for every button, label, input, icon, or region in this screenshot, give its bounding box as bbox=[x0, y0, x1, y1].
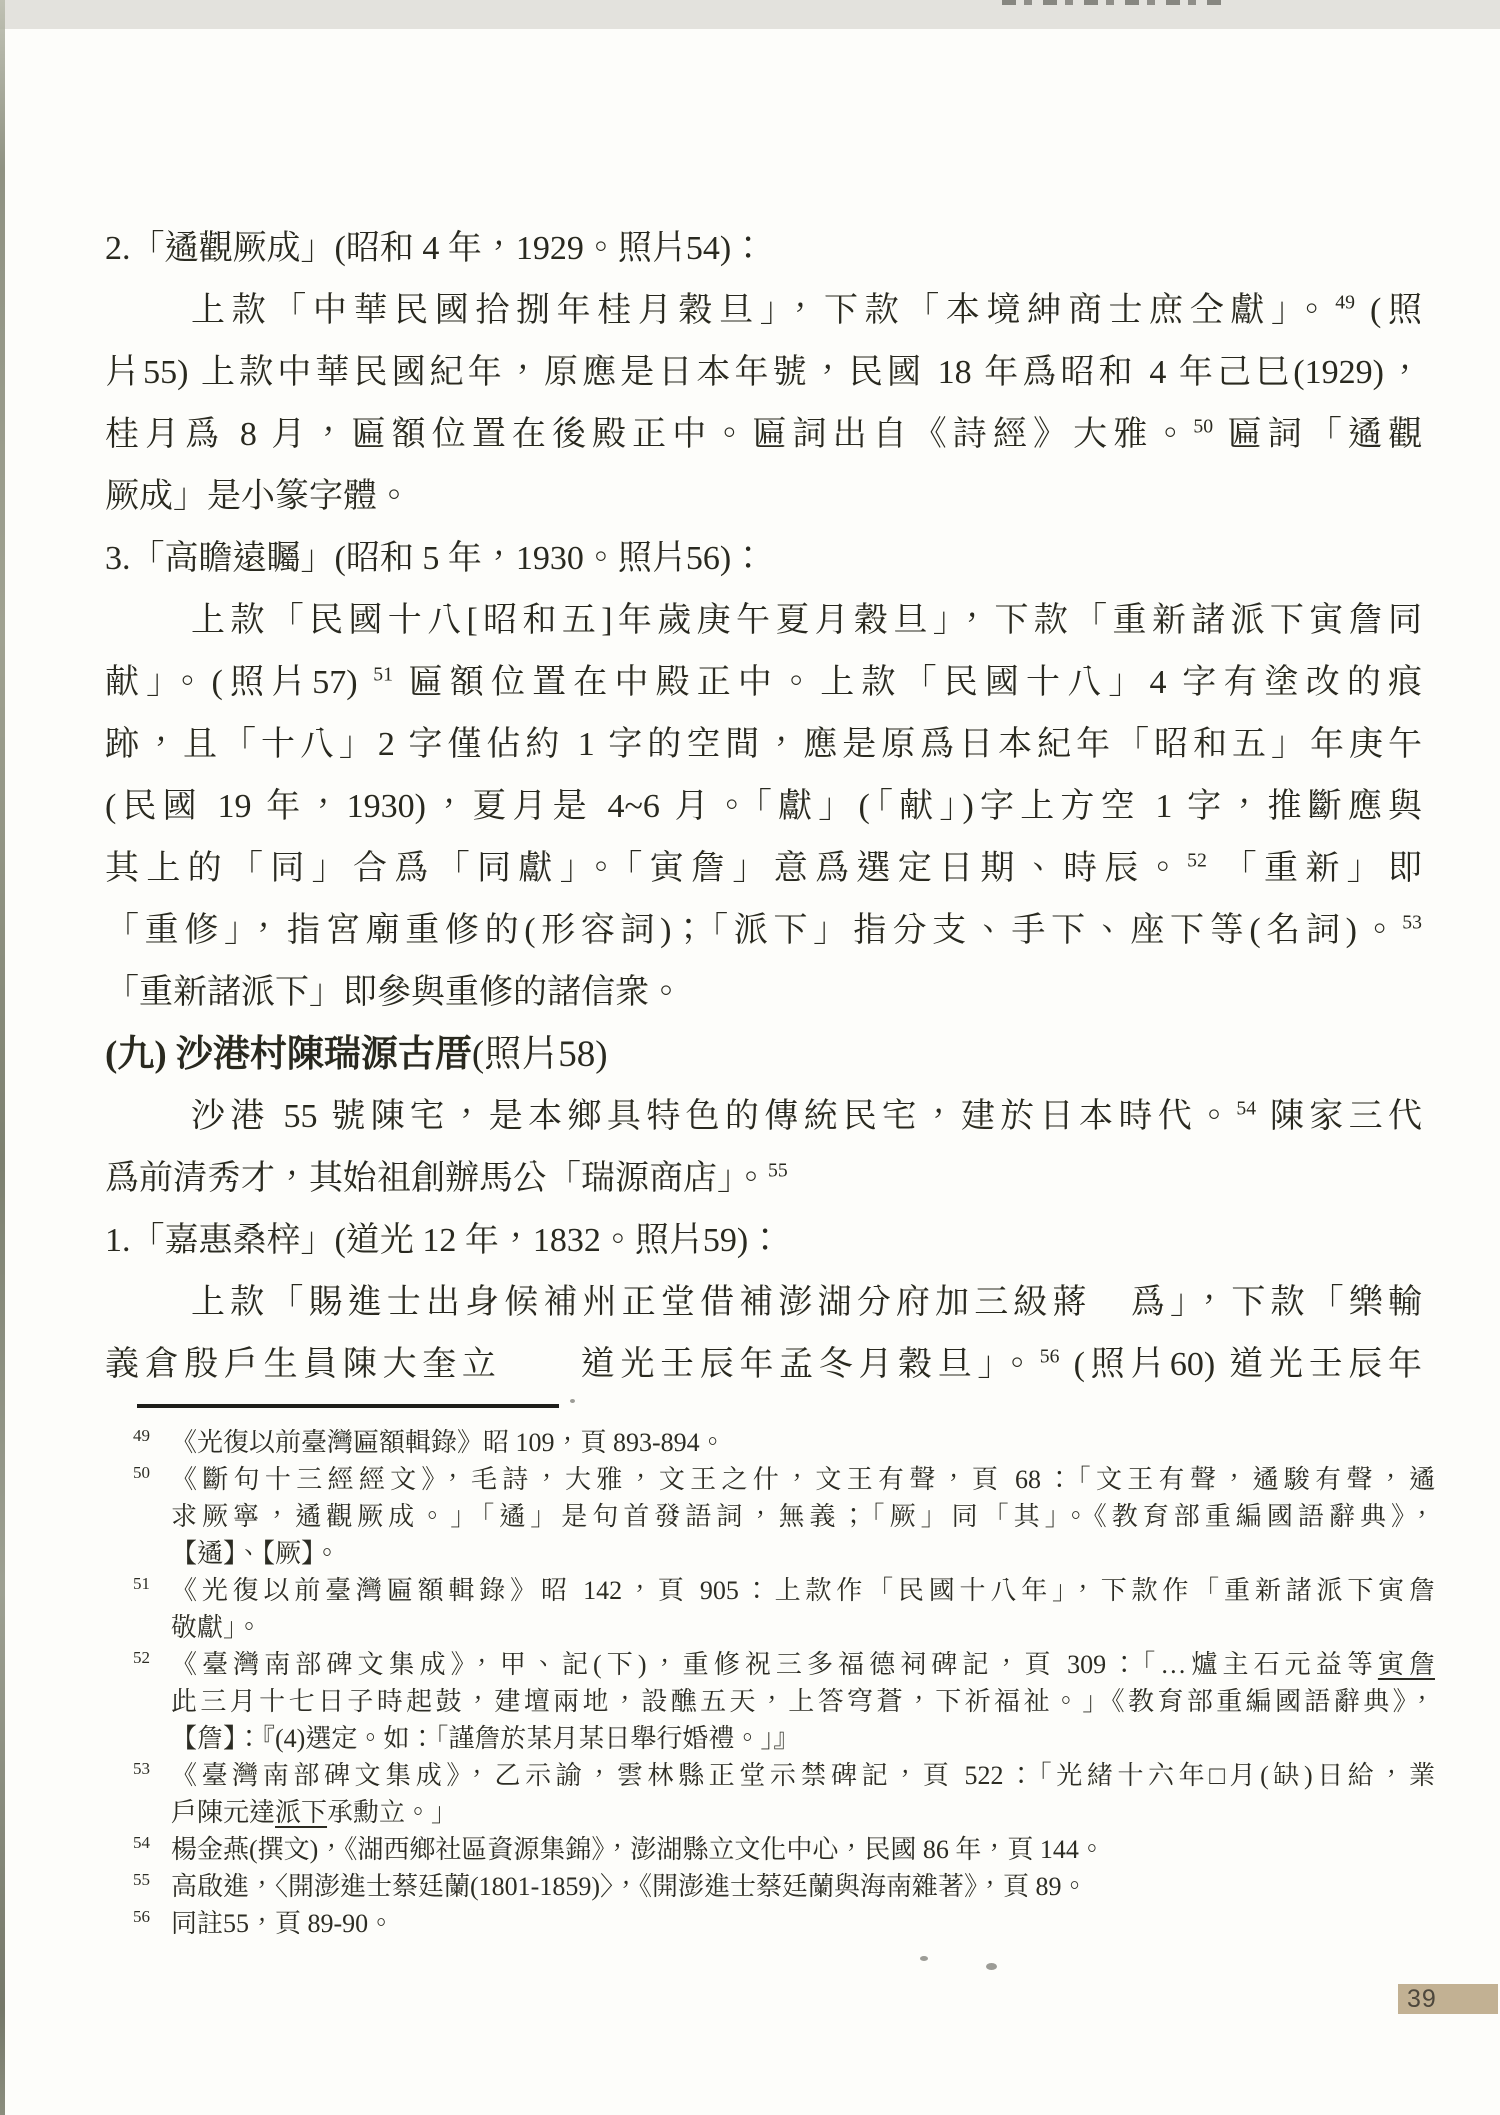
text-segment: 同註55，頁 89-90。 bbox=[171, 1909, 395, 1938]
footnote-line bbox=[171, 1757, 1435, 1794]
text-line bbox=[105, 714, 1422, 776]
footnote-ref: 53 bbox=[1402, 911, 1422, 934]
footnote-ref: 56 bbox=[1039, 1345, 1060, 1368]
text-segment: 《斷句十三經經文》，毛詩，大雅，文王之什，文王有聲，頁 68：「文王有聲，遹駿有聲，遹 bbox=[171, 1465, 1435, 1494]
scan-speck bbox=[570, 1399, 575, 1403]
footnote-line bbox=[171, 1535, 1435, 1572]
body-text bbox=[105, 218, 1422, 1396]
text-segment: 義倉殷戶生員陳大奎立 道光壬辰年孟冬月穀旦」。 bbox=[105, 1346, 1040, 1383]
scan-top-text-fragment bbox=[1002, 0, 1226, 5]
footnote-number: 54 bbox=[133, 1833, 150, 1852]
text-segment: 上款「中華民國拾捌年桂月穀旦」，下款「本境紳商士庶仝獻」。 bbox=[191, 292, 1336, 329]
scan-top-band bbox=[0, 0, 1500, 29]
footnote-line bbox=[171, 1868, 1435, 1905]
text-segment: 桂月爲 8 月，匾額位置在後殿正中。匾詞出自《詩經》大雅。 bbox=[105, 416, 1194, 453]
text-line bbox=[105, 1086, 1422, 1148]
footnote-ref: 54 bbox=[1236, 1097, 1257, 1120]
text-segment: 【詹】：『(4)選定。如：「謹詹於某月某日舉行婚禮。」』 bbox=[171, 1724, 800, 1753]
text-segment: 楊金燕(撰文)，《湖西鄉社區資源集錦》，澎湖縣立文化中心，民國 86 年，頁 144。 bbox=[171, 1835, 1105, 1864]
text-line bbox=[105, 1272, 1422, 1334]
footnote-number: 55 bbox=[133, 1870, 150, 1889]
footnotes bbox=[105, 1424, 1435, 1942]
footnote-number: 56 bbox=[133, 1907, 150, 1926]
footnote-line bbox=[171, 1905, 1435, 1942]
text-segment: (照片58) bbox=[471, 1034, 608, 1075]
footnote-line bbox=[171, 1609, 1435, 1646]
text-line bbox=[105, 652, 1422, 714]
text-line bbox=[105, 1210, 1422, 1272]
footnote-52 bbox=[105, 1646, 1435, 1757]
scan-speck bbox=[920, 1956, 928, 1961]
text-segment: 《光復以前臺灣匾額輯錄》昭 142，頁 905：上款作「民國十八年」，下款作「重新諸派下寅詹 bbox=[171, 1576, 1435, 1605]
footnote-line bbox=[171, 1498, 1435, 1535]
footnote-number: 53 bbox=[133, 1759, 150, 1778]
footnote-line bbox=[171, 1683, 1435, 1720]
text-segment: 献」。(照片57) bbox=[105, 664, 374, 701]
text-segment: 高啟進，〈開澎進士蔡廷蘭(1801-1859)〉，《開澎進士蔡廷蘭與海南雜著》，頁 89。 bbox=[171, 1872, 1088, 1901]
footnote-line bbox=[171, 1720, 1435, 1757]
text-segment: 其上的「同」合爲「同獻」。「寅詹」意爲選定日期、時辰。 bbox=[105, 850, 1188, 887]
footnote-55 bbox=[105, 1868, 1435, 1905]
footnote-ref: 55 bbox=[768, 1159, 788, 1182]
footnote-line bbox=[171, 1646, 1435, 1683]
text-segment: 厥成」是小篆字體。 bbox=[105, 478, 411, 515]
text-line bbox=[105, 218, 1422, 280]
text-segment: 寅詹 bbox=[1377, 1650, 1435, 1679]
text-line bbox=[105, 590, 1422, 652]
footnote-51 bbox=[105, 1572, 1435, 1646]
text-segment: 跡，且「十八」2 字僅佔約 1 字的空間，應是原爲日本紀年「昭和五」年庚午 bbox=[105, 726, 1422, 763]
text-segment: 《光復以前臺灣匾額輯錄》昭 109，頁 893-894。 bbox=[171, 1428, 726, 1457]
text-segment: 敬獻」。 bbox=[171, 1613, 263, 1642]
text-segment: 「重新諸派下」即參與重修的諸信衆。 bbox=[105, 974, 683, 1011]
text-line bbox=[105, 900, 1422, 962]
text-segment: 派下 bbox=[275, 1798, 328, 1827]
text-segment: 户陳元達 bbox=[171, 1798, 276, 1827]
text-segment: 沙港 55 號陳宅，是本鄉具特色的傳統民宅，建於日本時代。 bbox=[191, 1098, 1237, 1135]
text-segment: 承勳立。」 bbox=[327, 1798, 458, 1827]
text-segment: 「重修」，指宮廟重修的(形容詞)；「派下」指分支、手下、座下等(名詞)。 bbox=[105, 912, 1403, 949]
footnote-separator bbox=[137, 1404, 559, 1408]
footnote-number: 52 bbox=[133, 1648, 150, 1667]
text-segment: 匾詞「遹觀 bbox=[1213, 416, 1423, 453]
footnote-ref: 51 bbox=[373, 663, 393, 686]
text-segment: 《臺灣南部碑文集成》，乙示諭，雲林縣正堂示禁碑記，頁 522：「光緒十六年□月(缺)日給，業 bbox=[171, 1761, 1435, 1790]
footnote-number: 51 bbox=[133, 1574, 150, 1593]
footnote-line bbox=[171, 1572, 1435, 1609]
footnote-line bbox=[171, 1461, 1435, 1498]
text-line bbox=[105, 404, 1422, 466]
text-line bbox=[105, 838, 1422, 900]
text-segment: (九) 沙港村陳瑞源古厝 bbox=[105, 1034, 472, 1075]
footnote-line bbox=[171, 1831, 1435, 1868]
text-segment: (民國 19 年，1930)，夏月是 4~6 月。「獻」(「献」)字上方空 1 字，推斷應與 bbox=[105, 788, 1422, 825]
text-segment: 2.「遹觀厥成」(昭和 4 年，1929。照片54)： bbox=[105, 230, 766, 267]
text-line bbox=[105, 466, 1422, 528]
text-line bbox=[105, 528, 1422, 590]
text-segment: (照 bbox=[1354, 292, 1423, 329]
text-line bbox=[105, 962, 1422, 1024]
text-segment: 求厥寧，遹觀厥成。」「遹」是句首發語詞，無義；「厥」同「其」。《教育部重編國語辭典》， bbox=[171, 1502, 1435, 1531]
footnote-53 bbox=[105, 1757, 1435, 1831]
text-segment: 3.「高瞻遠矚」(昭和 5 年，1930。照片56)： bbox=[105, 540, 766, 577]
text-segment: 上款「賜進士出身候補州正堂借補澎湖分府加三級蔣 爲」，下款「樂輸 bbox=[191, 1284, 1422, 1321]
footnote-number: 49 bbox=[133, 1426, 150, 1445]
page-number: 39 bbox=[1407, 1985, 1437, 2013]
footnote-ref: 50 bbox=[1193, 415, 1214, 438]
text-segment: 爲前清秀才，其始祖創辦馬公「瑞源商店」。 bbox=[105, 1160, 768, 1197]
text-segment: 陳家三代 bbox=[1256, 1098, 1423, 1135]
footnote-line bbox=[171, 1424, 1435, 1461]
text-line bbox=[105, 342, 1422, 404]
text-line bbox=[105, 1148, 1422, 1210]
text-segment: 上款「民國十八[昭和五]年歲庚午夏月穀旦」，下款「重新諸派下寅詹同 bbox=[191, 602, 1422, 639]
footnote-ref: 52 bbox=[1187, 849, 1207, 872]
footnote-50 bbox=[105, 1461, 1435, 1572]
footnote-49 bbox=[105, 1424, 1435, 1461]
footnote-ref: 49 bbox=[1335, 291, 1355, 314]
text-segment: 【遹】、【厥】。 bbox=[171, 1539, 341, 1568]
text-segment: 「重新」即 bbox=[1206, 850, 1422, 887]
text-line bbox=[105, 1334, 1422, 1396]
footnote-number: 50 bbox=[133, 1463, 150, 1482]
text-segment: 《臺灣南部碑文集成》，甲、記(下)，重修祝三多福德祠碑記，頁 309：「…爐主石元益等 bbox=[171, 1650, 1378, 1679]
footnote-56 bbox=[105, 1905, 1435, 1942]
scan-speck bbox=[986, 1963, 997, 1970]
text-segment: 1.「嘉惠桑梓」(道光 12 年，1832。照片59)： bbox=[105, 1222, 783, 1259]
footnote-line bbox=[171, 1794, 1435, 1831]
scan-left-edge bbox=[0, 0, 5, 2115]
text-segment: 匾額位置在中殿正中。上款「民國十八」4 字有塗改的痕 bbox=[392, 664, 1422, 701]
text-line bbox=[105, 776, 1422, 838]
text-segment: 此三月十七日子時起鼓，建壇兩地，設醮五天，上答穹蒼，下祈福祉。」《教育部重編國語辭典》， bbox=[171, 1687, 1435, 1716]
page-number-badge bbox=[1398, 1984, 1498, 2014]
section-heading bbox=[105, 1024, 1422, 1086]
footnote-54 bbox=[105, 1831, 1435, 1868]
text-segment: (照片60) 道光壬辰年 bbox=[1059, 1346, 1422, 1383]
text-line bbox=[105, 280, 1422, 342]
text-segment: 片55) 上款中華民國紀年，原應是日本年號，民國 18 年爲昭和 4 年己巳(1929)， bbox=[105, 354, 1422, 391]
